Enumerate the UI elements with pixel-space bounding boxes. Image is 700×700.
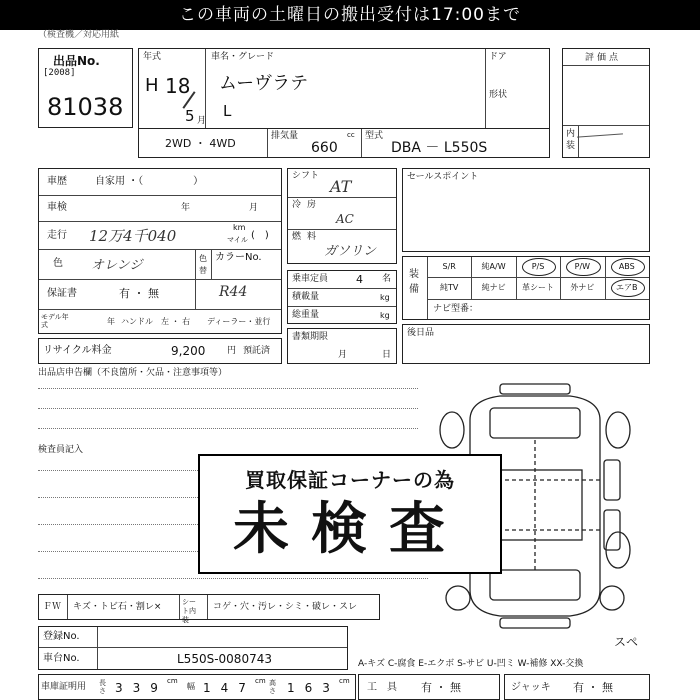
year-label: 年式 <box>143 52 162 62</box>
cert-h: 163 <box>287 681 340 695</box>
dealer-options: ディーラー・並行 <box>207 317 271 326</box>
mileage-unit-mile: マイル <box>227 236 248 244</box>
equipment-item: P/W <box>574 262 591 271</box>
displacement-value: 660 <box>311 140 338 156</box>
jack-options: 有 ・ 無 <box>573 681 613 694</box>
cert-row <box>38 674 356 700</box>
displacement-unit: cc <box>347 131 355 139</box>
doc-expiry-box <box>287 328 397 364</box>
mileage-label: 走行 <box>47 230 67 241</box>
recycle-value: 9,200 <box>171 344 206 358</box>
equipment-item: 純A/W <box>481 262 506 271</box>
inspection-month-unit: 月 <box>249 203 259 213</box>
cert-w-label: 幅 <box>187 682 195 691</box>
shift-value: AT <box>330 177 352 196</box>
model-year-unit: 年 <box>107 317 115 326</box>
banner-text: この車両の土曜日の搬出受付は17:00まで <box>179 5 521 25</box>
equipment-circle-mark <box>611 258 645 276</box>
spare-label: スペ <box>614 635 639 649</box>
equipment-item: 純TV <box>440 283 459 292</box>
top-note: （検査機／対応用紙 <box>38 30 120 40</box>
load-label: 積載量 <box>292 292 320 302</box>
equipment-circle-mark <box>522 258 556 276</box>
capacity-table <box>287 270 397 324</box>
year-month-unit: 月 <box>197 116 207 126</box>
registration-table <box>38 626 348 670</box>
cert-label: 車庫証明用 <box>41 682 87 692</box>
jack-label: ジャッキ <box>511 682 551 693</box>
model-year-label: モデル年式 <box>41 313 69 330</box>
cert-len-unit: cm <box>167 677 178 685</box>
lot-year-tag: [2008] <box>43 68 76 78</box>
lot-number: 81038 <box>47 93 124 121</box>
fw-label: ＦＷ <box>43 602 62 612</box>
inspector-label: 検査員記入 <box>38 445 84 455</box>
equipment-circle-mark <box>611 279 645 297</box>
rating-box <box>562 48 650 158</box>
spec-row <box>138 128 550 158</box>
color-code-label: カラーNo. <box>215 252 262 263</box>
stamp-line2: 未検査 <box>233 497 467 562</box>
registration-label: 登録No. <box>43 631 80 642</box>
post-install-box <box>402 324 650 364</box>
model-grade: L <box>223 102 232 120</box>
fuel-value: ガソリン <box>324 244 377 259</box>
recycle-row <box>38 338 282 364</box>
seller-notes-label: 出品店申告欄（不良箇所・欠品・注意事項等） <box>38 368 228 378</box>
history-label: 車歴 <box>47 176 67 187</box>
rating-label: 評価点 <box>585 53 622 63</box>
drive-value: 2WD ・ 4WD <box>165 137 236 150</box>
cert-w: 147 <box>203 681 256 695</box>
sales-point-label: セールスポイント <box>407 172 479 182</box>
equipment-circle-mark <box>566 258 600 276</box>
header-block <box>138 48 550 130</box>
mileage-unit-km: km <box>233 223 246 232</box>
unverified-stamp <box>198 454 502 574</box>
top-banner <box>0 0 700 30</box>
doc-expiry-month: 月 <box>338 350 348 360</box>
mileage-paren: ( ) <box>251 230 269 241</box>
equipment-label: 装備 <box>409 269 419 295</box>
history-value: 自家用 ・（ ） <box>95 176 204 187</box>
doc-expiry-label: 書類期限 <box>292 332 329 342</box>
sales-point-box <box>402 168 650 252</box>
post-install-label: 後日品 <box>407 328 435 338</box>
aircon-label: 冷房 <box>292 200 323 210</box>
color-code: R44 <box>219 284 248 300</box>
tools-options: 有 ・ 無 <box>421 681 461 694</box>
capacity-value: 4 <box>356 273 363 286</box>
capacity-label: 乗車定員 <box>292 274 329 284</box>
navi-label: ナビ型番： <box>433 304 479 314</box>
equipment-item: エアB <box>616 283 638 292</box>
interior-label: 内装 <box>566 129 576 151</box>
lot-label: 出品No. <box>53 54 100 68</box>
chassis-value: L550S-0080743 <box>177 652 272 666</box>
equipment-box <box>402 256 650 320</box>
cert-w-unit: cm <box>255 677 266 685</box>
type-label: 型式 <box>365 131 384 141</box>
color-value: オレンジ <box>91 258 143 273</box>
mileage-value: 12万4千040 <box>89 227 177 245</box>
equipment-item: ABS <box>618 262 635 271</box>
cert-len-label: 長さ <box>99 679 106 696</box>
seat-label: シート内装 <box>182 598 196 625</box>
tools-label: 工 具 <box>367 682 397 693</box>
cert-h-label: 高さ <box>269 679 276 696</box>
equipment-item: 純ナビ <box>481 283 506 292</box>
recycle-unit: 円 <box>227 346 237 356</box>
vehicle-info-table <box>38 168 282 334</box>
shift-label: シフト <box>292 171 320 181</box>
lot-box <box>38 48 133 128</box>
shape-label: 形状 <box>489 90 508 100</box>
seat-legend: コゲ・穴・汚レ・シミ・破レ・スレ <box>213 602 358 612</box>
handle-options: ハンドル 左 ・ 右 <box>121 317 191 326</box>
inspection-label: 車検 <box>47 202 67 213</box>
weight-label: 総重量 <box>292 310 320 320</box>
model-label: 車名・グレード <box>211 52 275 62</box>
recycle-note: 預託済 <box>243 346 271 356</box>
chassis-label: 車台No. <box>43 653 80 664</box>
equipment-item: P/S <box>531 262 545 271</box>
fw-row <box>38 594 380 625</box>
tools-box <box>358 674 500 700</box>
inspection-year-unit: 年 <box>181 203 191 213</box>
model-name: ムーヴラテ <box>219 73 309 94</box>
cert-h-unit: cm <box>339 677 350 685</box>
load-unit: kg <box>380 293 390 302</box>
warranty-options: 有 ・ 無 <box>119 287 159 300</box>
door-label: ドア <box>489 52 507 62</box>
year-month: 5 <box>185 107 195 125</box>
stamp-line1: 買取保証コーナーの為 <box>245 468 455 492</box>
recycle-label: リサイクル料金 <box>43 345 112 356</box>
damage-legend: A-キズ C-腐食 E-エクボ S-サビ U-凹ミ W-補修 XX-交換 <box>358 659 584 669</box>
cert-len: 339 <box>115 681 168 695</box>
fuel-label: 燃料 <box>292 232 323 242</box>
year-value: 18 <box>165 74 191 98</box>
doc-expiry-day: 日 <box>382 350 392 360</box>
aircon-value: AC <box>336 212 354 226</box>
warranty-label: 保証書 <box>47 288 77 299</box>
color-change-label: 色替 <box>199 254 207 275</box>
fw-legend: キズ・トビ石・割レ× <box>73 602 162 612</box>
year-era: H <box>145 75 159 96</box>
weight-unit: kg <box>380 311 390 320</box>
equipment-item: 革シート <box>521 283 554 292</box>
shift-fuel-table <box>287 168 397 264</box>
equipment-item: S/R <box>442 262 456 271</box>
type-value: DBA － L550S <box>391 140 488 156</box>
jack-box <box>504 674 650 700</box>
displacement-label: 排気量 <box>271 131 299 141</box>
color-label: 色 <box>53 258 63 269</box>
capacity-unit: 名 <box>382 274 392 284</box>
equipment-item: 外ナビ <box>570 283 595 292</box>
